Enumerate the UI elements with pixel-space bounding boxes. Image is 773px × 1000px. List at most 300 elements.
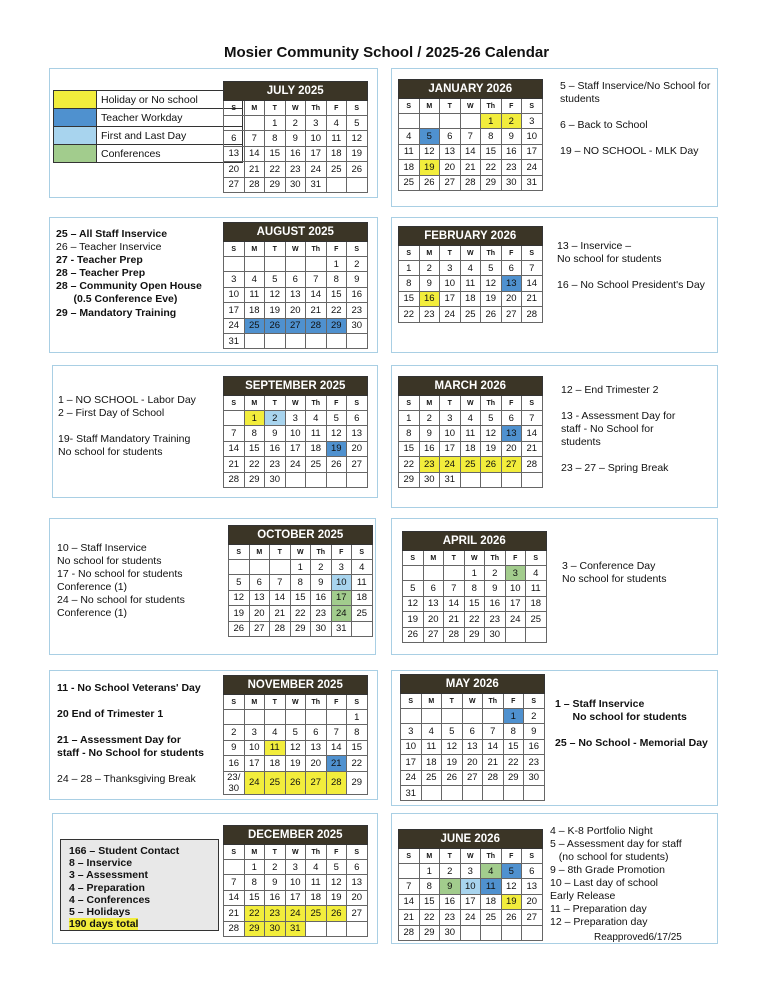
weekday-header: [401, 694, 545, 709]
empty-day-cell: [481, 472, 502, 487]
day-cell: 11: [352, 575, 373, 590]
day-cell: 4: [306, 411, 327, 426]
day-cell: 14: [244, 146, 265, 161]
day-cell: 21: [224, 906, 245, 921]
legend-swatch: [54, 91, 97, 109]
day-cell: 21: [270, 606, 291, 621]
day-cell: 26: [501, 910, 522, 925]
note-line: 25 – All Staff Inservice: [56, 228, 168, 240]
day-cell: 13: [501, 426, 522, 441]
week-row: [224, 426, 368, 441]
calendar-august-2025: [223, 222, 368, 349]
day-cell: 16: [224, 756, 245, 771]
calendar-november-2025: [223, 675, 368, 795]
empty-day-cell: [460, 472, 481, 487]
day-cell: 17: [224, 303, 245, 318]
day-cell: 12: [347, 131, 368, 146]
weekday-label: Th: [483, 694, 504, 709]
day-cell: 10: [440, 276, 461, 291]
note-line: [57, 760, 204, 773]
calendar-september-2025: [223, 376, 368, 488]
legend-label: First and Last Day: [97, 127, 243, 145]
day-cell: 21: [522, 291, 543, 306]
day-cell: 18: [306, 890, 327, 905]
note-line: No school for students: [58, 446, 163, 459]
weekday-label: M: [244, 695, 265, 710]
day-cell: 11: [326, 131, 347, 146]
empty-day-cell: [224, 860, 245, 875]
day-cell: 23: [285, 162, 306, 177]
note-line: 19- Staff Mandatory Training: [58, 433, 191, 446]
calendar-june-2026: [398, 829, 543, 941]
day-cell: 26: [419, 175, 440, 190]
note-line: 13 – Inservice –: [557, 240, 632, 252]
day-cell: 14: [522, 426, 543, 441]
weekday-label: S: [347, 845, 368, 860]
day-cell: 25: [460, 457, 481, 472]
day-cell: 23: [311, 606, 332, 621]
note-line: 26 – Teacher Inservice: [56, 241, 162, 254]
note-line: [560, 106, 710, 119]
day-cell: 17: [460, 894, 481, 909]
day-cell: 1: [290, 560, 311, 575]
day-cell: 22: [399, 457, 420, 472]
month-title: JUNE 2026: [399, 830, 543, 849]
day-cell: 17: [522, 144, 543, 159]
calendar-march-2026: [398, 376, 543, 488]
empty-day-cell: [481, 925, 502, 940]
day-cell: 7: [483, 724, 504, 739]
day-cell: 10: [285, 875, 306, 890]
empty-day-cell: [501, 925, 522, 940]
weekday-header: [403, 551, 547, 566]
day-cell: 15: [464, 596, 485, 611]
note-line: 11 – Preparation day: [550, 903, 647, 915]
note-line: [58, 420, 196, 433]
day-cell: 15: [347, 740, 368, 755]
note-line: 13 - Assessment Day for: [561, 410, 676, 423]
week-row: [399, 457, 543, 472]
weekday-label: F: [501, 246, 522, 261]
note-line: students: [560, 93, 600, 106]
day-cell: 4: [460, 411, 481, 426]
weekday-label: W: [460, 396, 481, 411]
empty-day-cell: [306, 257, 327, 272]
day-cell: 2: [347, 257, 368, 272]
note-line: 25 – No School - Memorial Day: [555, 737, 708, 750]
day-cell: 28: [522, 457, 543, 472]
weekday-label: W: [462, 694, 483, 709]
empty-day-cell: [401, 709, 422, 724]
day-cell: 18: [326, 146, 347, 161]
day-cell: 2: [524, 709, 545, 724]
weekday-label: Th: [311, 545, 332, 560]
day-cell: 20: [501, 291, 522, 306]
day-cell: 2: [311, 560, 332, 575]
note-line: (no school for students): [550, 851, 669, 863]
day-cell: 25: [526, 612, 547, 627]
weekday-label: Th: [306, 396, 327, 411]
weekday-label: S: [347, 396, 368, 411]
weekday-label: T: [440, 246, 461, 261]
notes-june: [550, 825, 682, 929]
day-cell: 13: [285, 287, 306, 302]
day-cell: 13: [347, 875, 368, 890]
day-cell: 28: [399, 925, 420, 940]
day-cell: 25: [352, 606, 373, 621]
notes-april: [562, 560, 666, 586]
weekday-label: T: [442, 694, 463, 709]
day-cell: 26: [326, 906, 347, 921]
empty-day-cell: [462, 785, 483, 800]
day-cell: 24: [224, 318, 245, 333]
day-cell: 12: [419, 144, 440, 159]
week-row: [224, 921, 368, 936]
empty-day-cell: [347, 472, 368, 487]
week-row: [403, 627, 547, 642]
day-cell: 29: [244, 472, 265, 487]
day-cell: 15: [503, 739, 524, 754]
day-cell: 15: [265, 146, 286, 161]
weekday-label: F: [326, 101, 347, 116]
day-cell: 27: [440, 175, 461, 190]
day-cell: 9: [285, 131, 306, 146]
day-cell: 29: [481, 175, 502, 190]
week-row: [401, 709, 545, 724]
note-line: (0.5 Conference Eve): [56, 293, 178, 306]
note-line: 12 – Preparation day: [550, 916, 648, 928]
note-line: [561, 449, 675, 462]
day-cell: 9: [265, 875, 286, 890]
note-line: 2 – First Day of School: [58, 407, 165, 420]
weekday-label: W: [285, 695, 306, 710]
weekday-label: T: [265, 845, 286, 860]
empty-day-cell: [285, 333, 306, 348]
weekday-header: [224, 695, 368, 710]
day-cell: 16: [311, 590, 332, 605]
day-cell: 13: [462, 739, 483, 754]
legend-label: Holiday or No school: [97, 91, 243, 109]
note-line: 6 – Back to School: [560, 119, 648, 132]
day-cell: 23: [419, 457, 440, 472]
day-cell: 4: [460, 261, 481, 276]
day-cell: 17: [401, 755, 422, 770]
note-line: Conference (1): [57, 581, 128, 594]
day-cell: 16: [347, 287, 368, 302]
day-cell: 16: [440, 894, 461, 909]
day-cell: 11: [460, 426, 481, 441]
day-cell: 29: [290, 621, 311, 636]
week-row: [224, 875, 368, 890]
day-cell: 6: [347, 860, 368, 875]
day-cell: 7: [306, 272, 327, 287]
day-cell: 20: [285, 303, 306, 318]
empty-day-cell: [244, 116, 265, 131]
empty-day-cell: [326, 921, 347, 936]
weekday-label: Th: [306, 101, 327, 116]
day-cell: 9: [419, 426, 440, 441]
weekday-label: T: [444, 551, 465, 566]
weekday-label: F: [331, 545, 352, 560]
empty-day-cell: [326, 333, 347, 348]
empty-day-cell: [244, 710, 265, 725]
day-cell: 4: [399, 129, 420, 144]
week-row: [399, 114, 543, 129]
empty-day-cell: [524, 785, 545, 800]
day-cell: 28: [460, 175, 481, 190]
day-cell: 30: [440, 925, 461, 940]
week-row: [401, 755, 545, 770]
empty-day-cell: [229, 560, 250, 575]
day-cell: 25: [326, 162, 347, 177]
day-cell: 10: [244, 740, 265, 755]
day-cell: 13: [423, 596, 444, 611]
day-cell: 27: [347, 906, 368, 921]
day-cell: 4: [352, 560, 373, 575]
day-cell: 14: [399, 894, 420, 909]
day-cell: 6: [423, 581, 444, 596]
day-cell: 22: [464, 612, 485, 627]
week-row: [399, 441, 543, 456]
note-line: [57, 721, 204, 734]
weekday-label: M: [244, 242, 265, 257]
day-cell: 17: [306, 146, 327, 161]
day-cell: 28: [326, 771, 347, 794]
note-line: 11 - No School Veterans' Day: [57, 682, 201, 694]
day-cell: 27: [522, 910, 543, 925]
month-title: JANUARY 2026: [399, 80, 543, 99]
note-line: 1 – Staff Inservice: [555, 698, 645, 710]
day-cell: 25: [265, 771, 286, 794]
empty-day-cell: [501, 472, 522, 487]
day-cell: 11: [306, 426, 327, 441]
day-cell: 20: [347, 890, 368, 905]
day-cell: 4: [265, 725, 286, 740]
empty-day-cell: [285, 257, 306, 272]
week-row: [224, 740, 368, 755]
weekday-label: F: [326, 396, 347, 411]
day-cell: 29: [464, 627, 485, 642]
week-row: [229, 621, 373, 636]
weekday-label: W: [464, 551, 485, 566]
day-cell: 18: [421, 755, 442, 770]
page-title: Mosier Community School / 2025-26 Calendar: [223, 44, 550, 61]
day-cell: 24: [505, 612, 526, 627]
day-cell: 5: [501, 864, 522, 879]
empty-day-cell: [326, 710, 347, 725]
empty-day-cell: [421, 709, 442, 724]
weekday-label: Th: [306, 242, 327, 257]
day-cell: 14: [224, 441, 245, 456]
day-cell: 23/ 30: [224, 771, 245, 794]
day-cell: 8: [503, 724, 524, 739]
day-cell: 2: [224, 725, 245, 740]
weekday-label: T: [265, 242, 286, 257]
week-row: [224, 257, 368, 272]
day-cell: 1: [244, 860, 265, 875]
day-cell: 6: [462, 724, 483, 739]
weekday-label: M: [249, 545, 270, 560]
day-cell: 14: [326, 740, 347, 755]
legend-label: Teacher Workday: [97, 109, 243, 127]
day-cell: 30: [311, 621, 332, 636]
day-cell: 6: [249, 575, 270, 590]
weekday-label: S: [224, 396, 245, 411]
day-cell: 19: [285, 756, 306, 771]
day-cell: 3: [401, 724, 422, 739]
weekday-label: S: [399, 849, 420, 864]
day-cell: 25: [460, 307, 481, 322]
day-cell: 20: [306, 756, 327, 771]
day-cell: 22: [244, 906, 265, 921]
day-cell: 18: [526, 596, 547, 611]
weekday-label: T: [440, 396, 461, 411]
empty-day-cell: [442, 709, 463, 724]
day-cell: 21: [444, 612, 465, 627]
week-row: [229, 575, 373, 590]
day-cell: 3: [505, 566, 526, 581]
empty-day-cell: [224, 257, 245, 272]
day-cell: 19: [265, 303, 286, 318]
day-cell: 31: [285, 921, 306, 936]
day-cell: 14: [270, 590, 291, 605]
weekday-label: T: [440, 99, 461, 114]
day-cell: 24: [522, 160, 543, 175]
weekday-label: S: [399, 246, 420, 261]
day-cell: 27: [423, 627, 444, 642]
month-title: MAY 2026: [401, 675, 545, 694]
week-row: [403, 596, 547, 611]
day-cell: 12: [285, 740, 306, 755]
weekday-label: T: [265, 695, 286, 710]
weekday-header: [224, 396, 368, 411]
day-cell: 8: [244, 875, 265, 890]
week-row: [224, 906, 368, 921]
weekday-label: W: [285, 242, 306, 257]
weekday-label: M: [419, 849, 440, 864]
weekday-label: S: [403, 551, 424, 566]
day-cell: 18: [306, 441, 327, 456]
day-cell: 10: [460, 879, 481, 894]
day-cell: 5: [419, 129, 440, 144]
day-cell: 21: [483, 755, 504, 770]
day-cell: 1: [419, 864, 440, 879]
week-row: [224, 303, 368, 318]
day-cell: 2: [265, 860, 286, 875]
empty-day-cell: [462, 709, 483, 724]
day-cell: 10: [306, 131, 327, 146]
week-row: [224, 146, 368, 161]
empty-day-cell: [285, 710, 306, 725]
summary-line: 4 – Conferences: [69, 893, 151, 906]
empty-day-cell: [421, 785, 442, 800]
day-cell: 12: [442, 739, 463, 754]
day-cell: 14: [522, 276, 543, 291]
week-row: [399, 276, 543, 291]
day-cell: 19: [347, 146, 368, 161]
day-cell: 20: [249, 606, 270, 621]
week-row: [224, 472, 368, 487]
week-row: [224, 725, 368, 740]
weekday-label: S: [224, 242, 245, 257]
weekday-label: S: [399, 396, 420, 411]
empty-day-cell: [526, 627, 547, 642]
weekday-header: [399, 396, 543, 411]
day-cell: 12: [481, 426, 502, 441]
note-line: 1 – NO SCHOOL - Labor Day: [58, 394, 196, 406]
empty-day-cell: [265, 257, 286, 272]
day-cell: 22: [503, 755, 524, 770]
day-cell: 29: [399, 472, 420, 487]
day-cell: 18: [399, 160, 420, 175]
day-cell: 15: [290, 590, 311, 605]
weekday-label: S: [524, 694, 545, 709]
day-cell: 8: [347, 725, 368, 740]
notes-november: [57, 682, 204, 786]
note-line: 12 – End Trimester 2: [561, 384, 659, 396]
empty-day-cell: [285, 472, 306, 487]
weekday-label: M: [244, 845, 265, 860]
day-cell: 2: [419, 261, 440, 276]
legend-swatch: [54, 109, 97, 127]
notes-may: [555, 698, 708, 750]
day-cell: 9: [311, 575, 332, 590]
day-cell: 9: [347, 272, 368, 287]
weekday-label: M: [419, 99, 440, 114]
calendar-february-2026: [398, 226, 543, 323]
weekday-header: [224, 845, 368, 860]
day-cell: 27: [285, 318, 306, 333]
day-cell: 22: [244, 457, 265, 472]
note-line: 27 - Teacher Prep: [56, 254, 143, 267]
day-cell: 26: [229, 621, 250, 636]
day-cell: 31: [522, 175, 543, 190]
empty-day-cell: [224, 710, 245, 725]
day-cell: 30: [265, 472, 286, 487]
day-cell: 5: [326, 411, 347, 426]
day-cell: 13: [224, 146, 245, 161]
day-cell: 17: [244, 756, 265, 771]
day-cell: 11: [526, 581, 547, 596]
day-cell: 9: [524, 724, 545, 739]
day-cell: 28: [483, 770, 504, 785]
day-cell: 22: [399, 307, 420, 322]
day-cell: 1: [244, 411, 265, 426]
day-cell: 15: [399, 291, 420, 306]
day-cell: 27: [347, 457, 368, 472]
day-cell: 26: [403, 627, 424, 642]
day-cell: 8: [244, 426, 265, 441]
week-row: [403, 581, 547, 596]
empty-day-cell: [265, 710, 286, 725]
weekday-header: [224, 242, 368, 257]
day-cell: 19: [326, 441, 347, 456]
day-cell: 4: [326, 116, 347, 131]
day-cell: 31: [306, 177, 327, 192]
calendar-april-2026: [402, 531, 547, 643]
day-cell: 29: [347, 771, 368, 794]
day-cell: 14: [224, 890, 245, 905]
day-cell: 17: [285, 441, 306, 456]
week-row: [399, 261, 543, 276]
weekday-label: S: [347, 101, 368, 116]
note-line: 19 – NO SCHOOL - MLK Day: [560, 145, 699, 158]
weekday-label: W: [460, 246, 481, 261]
day-cell: 12: [403, 596, 424, 611]
legend-label: Conferences: [97, 145, 243, 163]
day-cell: 8: [481, 129, 502, 144]
day-cell: 21: [399, 910, 420, 925]
